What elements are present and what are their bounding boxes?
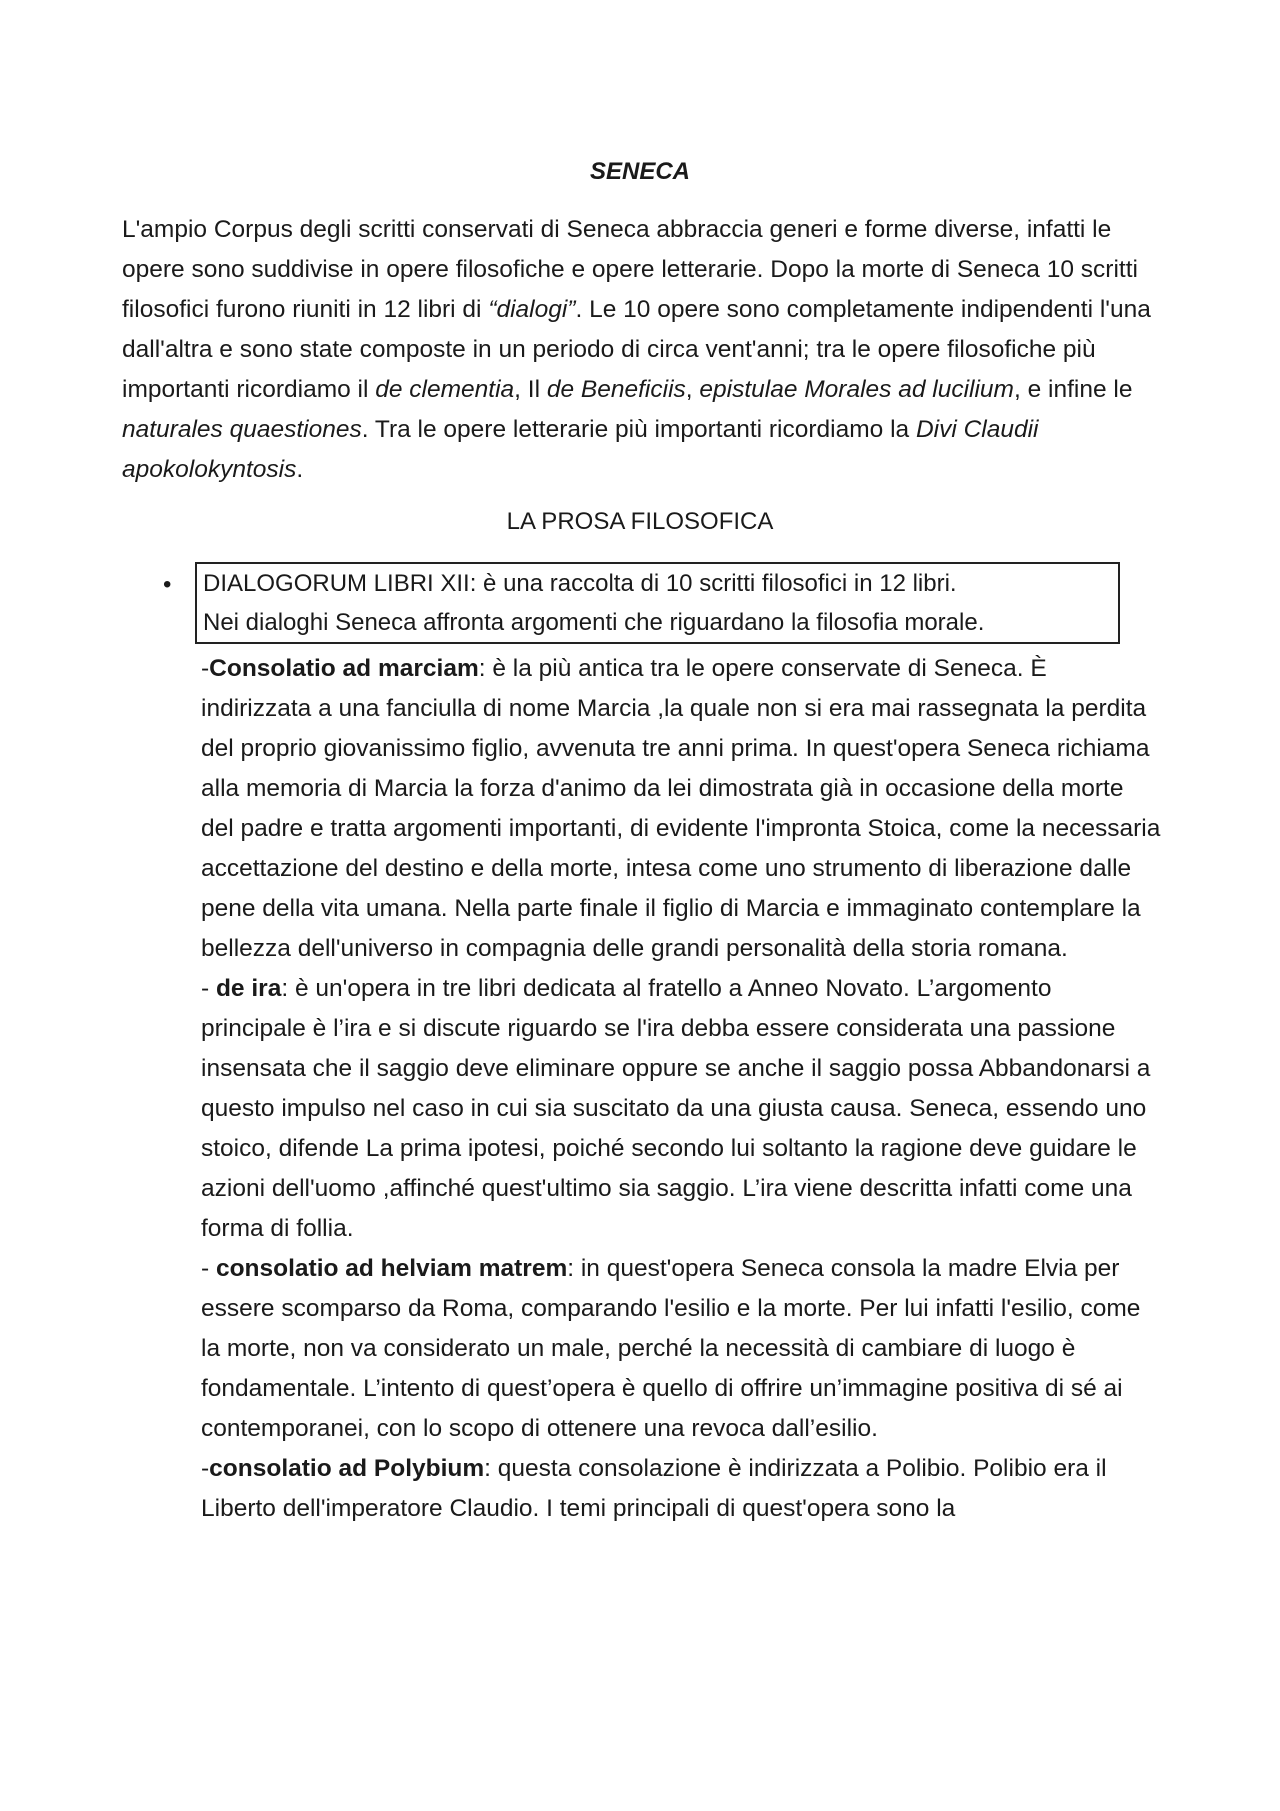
intro-text: . Le 10 opere sono completamente indipendenti l'una dall'altra e sono state composte in un periodo di circa vent'anni; tra le opere filosofiche più importanti ricordiamo il bbox=[122, 296, 1151, 403]
intro-apokolokyntosis: Divi Claudii apokolokyntosis bbox=[122, 416, 1039, 483]
work-prefix: - bbox=[201, 1455, 210, 1482]
work-text: : è un'opera in tre libri dedicata al fratello a Anneo Novato. L’argomento principale è l’ira e si discute riguardo se l'ira debba essere considerata una passione insensata che il saggio deve eliminare oppure se anche il saggio possa Abbandonarsi a questo impulso nel caso in cui sia suscitato da una giusta causa. Seneca, essendo uno stoico, difende La prima ipotesi, poiché secondo lui soltanto la ragione deve guidare le azioni dell'uomo ,affinché quest'ultimo sia saggio. L’ira viene descritta infatti come una forma di follia. bbox=[201, 975, 1151, 1242]
work-text: : questa consolazione è indirizzata a Polibio. Polibio era il Liberto dell'imperatore Claudio. I temi principali di quest'opera sono la bbox=[201, 1455, 1107, 1522]
intro-text: . bbox=[296, 456, 304, 483]
section-heading: LA PROSA FILOSOFICA bbox=[506, 508, 774, 535]
intro-de-clementia: de clementia bbox=[375, 376, 515, 403]
work-consolatio-ad-helviam bbox=[201, 1249, 1161, 1449]
intro-text: , bbox=[685, 376, 700, 403]
intro-dialogi: “dialogi” bbox=[488, 296, 576, 323]
dialogorum-line: DIALOGORUM LIBRI XII: è una raccolta di 10 scritti filosofici in 12 libri. bbox=[203, 570, 957, 597]
work-text: : in quest'opera Seneca consola la madre Elvia per essere scomparso da Roma, comparando l'esilio e la morte. Per lui infatti l'esilio, come la morte, non va considerato un male, perché la necessità di cambiare di luogo è fondamentale. L’intento di quest’opera è quello di offrire un’immagine positiva di sé ai contemporanei, con lo scopo di ottenere una revoca dall’esilio. bbox=[201, 1255, 1141, 1442]
work-name: Consolatio ad marciam bbox=[209, 655, 479, 682]
intro-text: , e infine le bbox=[1013, 376, 1133, 403]
intro-epistulae: epistulae Morales ad lucilium bbox=[699, 376, 1014, 403]
intro-naturales: naturales quaestiones bbox=[122, 416, 362, 443]
dialogorum-line: Nei dialoghi Seneca affronta argomenti che riguardano la filosofia morale. bbox=[203, 609, 985, 636]
bullet-icon: • bbox=[163, 571, 172, 598]
document-title: SENECA bbox=[589, 158, 691, 185]
work-consolatio-ad-marciam bbox=[201, 649, 1161, 969]
work-name: de ira bbox=[215, 975, 282, 1002]
dialogorum-box bbox=[195, 562, 1120, 644]
intro-text: L'ampio Corpus degli scritti conservati di Seneca abbraccia generi e forme diverse, infatti le opere sono suddivise in opere filosofiche e opere letterarie. Dopo la morte di Seneca 10 scritti filosofici furono riuniti in 12 libri di bbox=[122, 216, 1138, 323]
intro-text: . Tra le opere letterarie più importanti ricordiamo la bbox=[361, 416, 916, 443]
intro-text: , Il bbox=[514, 376, 547, 403]
works-list bbox=[201, 649, 1161, 1529]
work-name: consolatio ad helviam matrem bbox=[215, 1255, 568, 1282]
work-name: consolatio ad Polybium bbox=[209, 1455, 485, 1482]
work-consolatio-ad-polybium bbox=[201, 1449, 1161, 1529]
work-prefix: - bbox=[201, 1255, 216, 1282]
work-prefix: - bbox=[201, 655, 210, 682]
work-prefix: - bbox=[201, 975, 216, 1002]
intro-de-beneficiis: de Beneficiis bbox=[546, 376, 686, 403]
work-de-ira bbox=[201, 969, 1161, 1249]
work-text: : è la più antica tra le opere conservate di Seneca. È indirizzata a una fanciulla di nome Marcia ,la quale non si era mai rassegnata la perdita del proprio giovanissimo figlio, avvenuta tre anni prima. In quest'opera Seneca richiama alla memoria di Marcia la forza d'animo da lei dimostrata già in occasione della morte del padre e tratta argomenti importanti, di evidente l'impronta Stoica, come la necessaria accettazione del destino e della morte, intesa come uno strumento di liberazione dalle pene della vita umana. Nella parte finale il figlio di Marcia e immaginato contemplare la bellezza dell'universo in compagnia delle grandi personalità della storia romana. bbox=[201, 655, 1161, 962]
intro-paragraph bbox=[122, 210, 1162, 490]
